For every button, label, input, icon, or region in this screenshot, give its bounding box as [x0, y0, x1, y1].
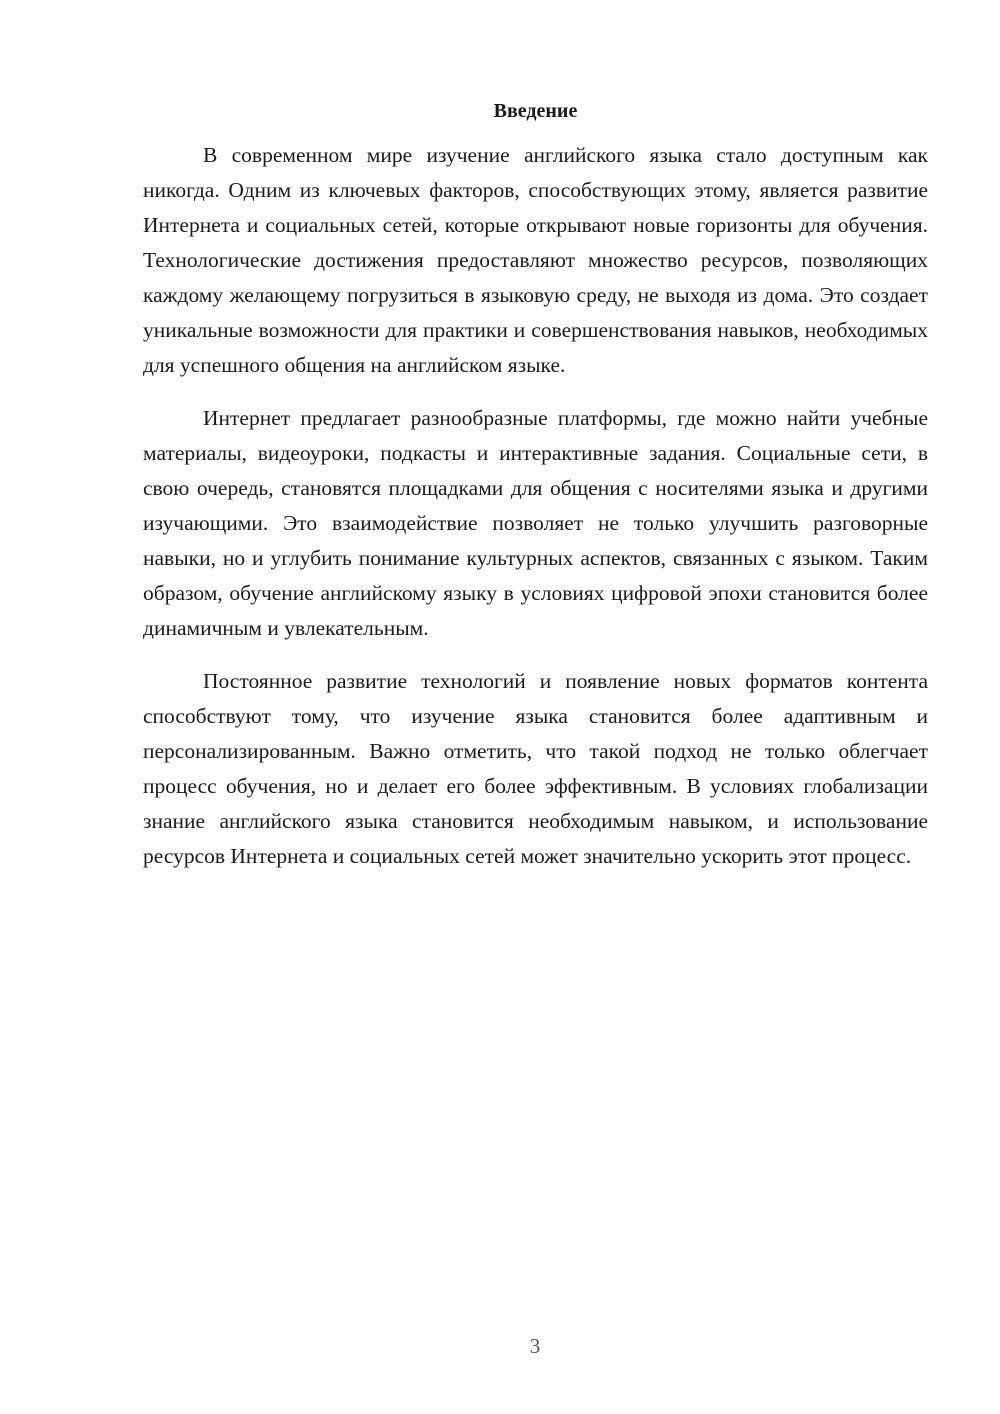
- section-heading: Введение: [493, 100, 578, 122]
- paragraph-1: В современном мире изучение английского языка стало доступным как никогда. Одним из ключевых факторов, способствующих этому, является развитие Интернета и социальных сетей, которые открывают новые горизонты для обучения. Технологические достижения предоставляют множество ресурсов, позволяющих каждому желающему погрузиться в языковую среду, не выходя из дома. Это создает уникальные возможности для практики и совершенствования навыков, необходимых для успешного общения на английском языке.: [143, 143, 928, 377]
- page-number: 3: [529, 1334, 541, 1358]
- document-body: [143, 96, 928, 892]
- paragraph-2: Интернет предлагает разнообразные платформы, где можно найти учебные материалы, видеоуроки, подкасты и интерактивные задания. Социальные сети, в свою очередь, становятся площадками для общения с носителями языка и другими изучающими. Это взаимодействие позволяет не только улучшить разговорные навыки, но и углубить понимание культурных аспектов, связанных с языком. Таким образом, обучение английскому языку в условиях цифровой эпохи становится более динамичным и увлекательным.: [143, 406, 928, 640]
- paragraph-3: Постоянное развитие технологий и появление новых форматов контента способствуют тому, что изучение языка становится более адаптивным и персонализированным. Важно отметить, что такой подход не только облегчает процесс обучения, но и делает его более эффективным. В условиях глобализации знание английского языка становится необходимым навыком, и использование ресурсов Интернета и социальных сетей может значительно ускорить этот процесс.: [143, 669, 928, 868]
